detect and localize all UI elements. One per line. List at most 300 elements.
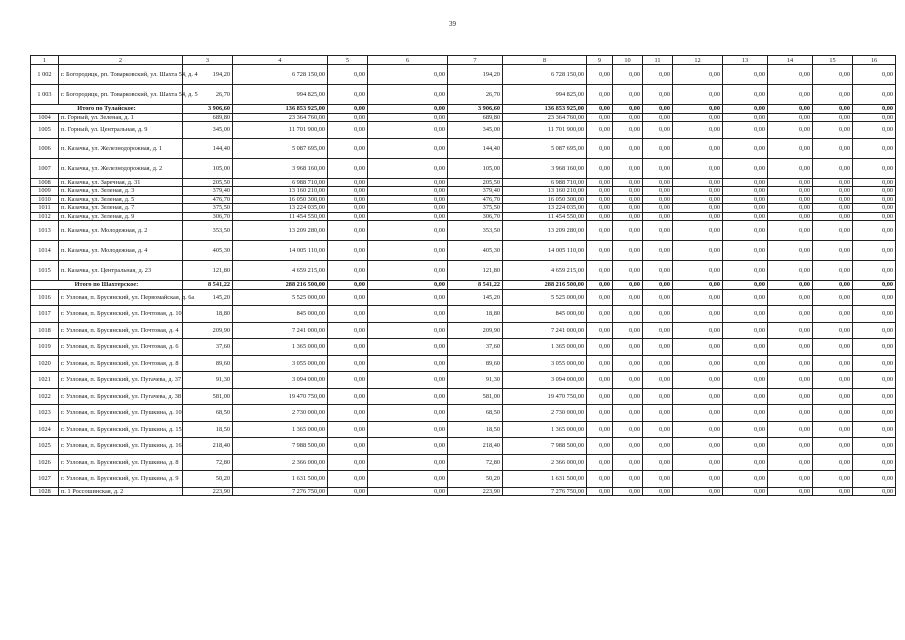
value-col16: 0,00 (853, 281, 896, 290)
object-id: 1010 (31, 195, 59, 204)
object-id: 1 002 (31, 65, 59, 85)
area-value-col7: 405,30 (448, 241, 503, 261)
cost-value: 5 525 000,00 (233, 289, 328, 306)
value-col6: 0,00 (368, 438, 448, 455)
value-col6: 0,00 (368, 487, 448, 496)
value-col16: 0,00 (853, 421, 896, 438)
value-col11: 0,00 (643, 113, 673, 122)
value-col9: 0,00 (587, 306, 613, 323)
value-col15: 0,00 (813, 158, 853, 178)
cost-value: 845 000,00 (233, 306, 328, 323)
value-col14: 0,00 (768, 65, 813, 85)
value-col9: 0,00 (587, 65, 613, 85)
value-col6: 0,00 (368, 322, 448, 339)
value-col12: 0,00 (673, 281, 723, 290)
object-id: 1009 (31, 187, 59, 196)
object-address: г. Узловая, п. Брусянский, ул. Пугачева, д. 37 (59, 372, 183, 389)
area-value-col7: 379,40 (448, 187, 503, 196)
value-col11: 0,00 (643, 221, 673, 241)
value-col6: 0,00 (368, 355, 448, 372)
value-col9: 0,00 (587, 158, 613, 178)
value-col10: 0,00 (613, 372, 643, 389)
table-row (31, 187, 896, 196)
value-col6: 0,00 (368, 113, 448, 122)
value-col15: 0,00 (813, 405, 853, 422)
cost-value: 14 005 110,00 (233, 241, 328, 261)
value-col11: 0,00 (643, 195, 673, 204)
value-col10: 0,00 (613, 85, 643, 105)
value-col10: 0,00 (613, 241, 643, 261)
table-row (31, 195, 896, 204)
cost-value-col8: 16 050 300,00 (503, 195, 587, 204)
value-col11: 0,00 (643, 487, 673, 496)
value-col11: 0,00 (643, 438, 673, 455)
value-col9: 0,00 (587, 261, 613, 281)
value-col10: 0,00 (613, 204, 643, 213)
cost-value-col8: 1 365 000,00 (503, 339, 587, 356)
value-col15: 0,00 (813, 339, 853, 356)
value-col6: 0,00 (368, 187, 448, 196)
cost-value: 3 055 000,00 (233, 355, 328, 372)
object-address: п. Горный, ул. Зеленая, д. 1 (59, 113, 183, 122)
value-col9: 0,00 (587, 138, 613, 158)
value-col9: 0,00 (587, 281, 613, 290)
value-col14: 0,00 (768, 212, 813, 221)
area-value-col7: 68,50 (448, 405, 503, 422)
value-col13: 0,00 (723, 289, 768, 306)
area-value: 375,50 (183, 204, 233, 213)
value-col15: 0,00 (813, 212, 853, 221)
cost-value: 13 160 210,00 (233, 187, 328, 196)
value-col12: 0,00 (673, 405, 723, 422)
value-col13: 0,00 (723, 178, 768, 187)
table-row (31, 289, 896, 306)
value-col12: 0,00 (673, 241, 723, 261)
object-id: 1012 (31, 212, 59, 221)
total-label: Итого по Тулайское: (31, 105, 183, 114)
value-col12: 0,00 (673, 421, 723, 438)
value-col16: 0,00 (853, 438, 896, 455)
cost-value: 3 968 160,00 (233, 158, 328, 178)
value-col9: 0,00 (587, 212, 613, 221)
value-col14: 0,00 (768, 454, 813, 471)
value-col6: 0,00 (368, 421, 448, 438)
value-col5: 0,00 (328, 355, 368, 372)
housing-registry-table (30, 55, 896, 496)
value-col6: 0,00 (368, 261, 448, 281)
area-value-col7: 218,40 (448, 438, 503, 455)
cost-value-col8: 5 087 695,00 (503, 138, 587, 158)
value-col6: 0,00 (368, 178, 448, 187)
table-row (31, 212, 896, 221)
area-value: 18,80 (183, 306, 233, 323)
area-value-col7: 375,50 (448, 204, 503, 213)
value-col5: 0,00 (328, 339, 368, 356)
value-col12: 0,00 (673, 388, 723, 405)
value-col9: 0,00 (587, 289, 613, 306)
value-col5: 0,00 (328, 487, 368, 496)
table-header (31, 56, 896, 65)
cost-value: 5 087 695,00 (233, 138, 328, 158)
value-col6: 0,00 (368, 306, 448, 323)
value-col5: 0,00 (328, 438, 368, 455)
value-col13: 0,00 (723, 195, 768, 204)
object-id: 1016 (31, 289, 59, 306)
value-col15: 0,00 (813, 65, 853, 85)
value-col5: 0,00 (328, 113, 368, 122)
value-col9: 0,00 (587, 421, 613, 438)
area-value: 476,70 (183, 195, 233, 204)
object-id: 1025 (31, 438, 59, 455)
cost-value-col8: 288 216 500,00 (503, 281, 587, 290)
value-col15: 0,00 (813, 261, 853, 281)
value-col5: 0,00 (328, 195, 368, 204)
value-col13: 0,00 (723, 65, 768, 85)
area-value-col7: 26,70 (448, 85, 503, 105)
value-col9: 0,00 (587, 187, 613, 196)
object-address: п. Казачка, ул. Железнодорожная, д. 1 (59, 138, 183, 158)
area-value-col7: 72,80 (448, 454, 503, 471)
cost-value-col8: 6 988 710,00 (503, 178, 587, 187)
area-value-col7: 223,90 (448, 487, 503, 496)
value-col16: 0,00 (853, 487, 896, 496)
table-row (31, 471, 896, 488)
cost-value: 7 988 500,00 (233, 438, 328, 455)
value-col9: 0,00 (587, 372, 613, 389)
table-row (31, 138, 896, 158)
value-col9: 0,00 (587, 122, 613, 139)
value-col10: 0,00 (613, 195, 643, 204)
value-col13: 0,00 (723, 421, 768, 438)
value-col9: 0,00 (587, 487, 613, 496)
area-value: 37,60 (183, 339, 233, 356)
value-col14: 0,00 (768, 178, 813, 187)
total-label: Итого по Шахтерское: (31, 281, 183, 290)
object-address: г. Узловая, п. Брусянский, ул. Пушкина, д. 9 (59, 471, 183, 488)
table-row (31, 438, 896, 455)
value-col12: 0,00 (673, 195, 723, 204)
cost-value: 6 728 150,00 (233, 65, 328, 85)
value-col16: 0,00 (853, 289, 896, 306)
value-col9: 0,00 (587, 322, 613, 339)
value-col10: 0,00 (613, 339, 643, 356)
cost-value: 1 631 500,00 (233, 471, 328, 488)
value-col5: 0,00 (328, 281, 368, 290)
value-col9: 0,00 (587, 454, 613, 471)
area-value: 3 906,60 (183, 105, 233, 114)
value-col10: 0,00 (613, 65, 643, 85)
table-row (31, 454, 896, 471)
value-col11: 0,00 (643, 454, 673, 471)
value-col6: 0,00 (368, 204, 448, 213)
value-col13: 0,00 (723, 204, 768, 213)
value-col6: 0,00 (368, 85, 448, 105)
object-address: п. Казачка, ул. Зеленая, д. 5 (59, 195, 183, 204)
area-value-col7: 194,20 (448, 65, 503, 85)
cost-value: 13 224 035,00 (233, 204, 328, 213)
cost-value-col8: 3 094 000,00 (503, 372, 587, 389)
table-row (31, 372, 896, 389)
value-col9: 0,00 (587, 471, 613, 488)
value-col13: 0,00 (723, 487, 768, 496)
table-row (31, 204, 896, 213)
value-col11: 0,00 (643, 178, 673, 187)
value-col13: 0,00 (723, 405, 768, 422)
table-row (31, 65, 896, 85)
object-address: г. Узловая, п. Брусянский, ул. Пушкина, д. 16 (59, 438, 183, 455)
table-row (31, 85, 896, 105)
column-number-header: 9 (587, 56, 613, 65)
cost-value: 1 365 000,00 (233, 421, 328, 438)
cost-value-col8: 13 160 210,00 (503, 187, 587, 196)
value-col11: 0,00 (643, 281, 673, 290)
value-col16: 0,00 (853, 178, 896, 187)
area-value: 194,20 (183, 65, 233, 85)
cost-value-col8: 1 365 000,00 (503, 421, 587, 438)
value-col10: 0,00 (613, 113, 643, 122)
area-value-col7: 209,90 (448, 322, 503, 339)
value-col14: 0,00 (768, 158, 813, 178)
value-col15: 0,00 (813, 138, 853, 158)
value-col13: 0,00 (723, 454, 768, 471)
value-col13: 0,00 (723, 138, 768, 158)
value-col14: 0,00 (768, 388, 813, 405)
value-col9: 0,00 (587, 405, 613, 422)
value-col5: 0,00 (328, 221, 368, 241)
value-col9: 0,00 (587, 388, 613, 405)
value-col14: 0,00 (768, 322, 813, 339)
value-col10: 0,00 (613, 221, 643, 241)
value-col14: 0,00 (768, 306, 813, 323)
area-value: 405,30 (183, 241, 233, 261)
cost-value-col8: 5 525 000,00 (503, 289, 587, 306)
object-address: г. Узловая, п. Брусянский, ул. Почтовая, д. 6 (59, 339, 183, 356)
value-col11: 0,00 (643, 405, 673, 422)
value-col15: 0,00 (813, 355, 853, 372)
value-col5: 0,00 (328, 372, 368, 389)
cost-value: 13 209 280,00 (233, 221, 328, 241)
value-col12: 0,00 (673, 187, 723, 196)
cost-value-col8: 1 631 500,00 (503, 471, 587, 488)
cost-value: 7 276 750,00 (233, 487, 328, 496)
area-value: 205,50 (183, 178, 233, 187)
value-col5: 0,00 (328, 306, 368, 323)
area-value-col7: 306,70 (448, 212, 503, 221)
value-col12: 0,00 (673, 471, 723, 488)
value-col6: 0,00 (368, 241, 448, 261)
cost-value: 3 094 000,00 (233, 372, 328, 389)
value-col12: 0,00 (673, 454, 723, 471)
value-col10: 0,00 (613, 105, 643, 114)
value-col6: 0,00 (368, 105, 448, 114)
value-col10: 0,00 (613, 122, 643, 139)
value-col10: 0,00 (613, 212, 643, 221)
cost-value-col8: 23 364 760,00 (503, 113, 587, 122)
value-col6: 0,00 (368, 138, 448, 158)
value-col10: 0,00 (613, 261, 643, 281)
object-id: 1018 (31, 322, 59, 339)
value-col14: 0,00 (768, 221, 813, 241)
column-number-header: 5 (328, 56, 368, 65)
value-col11: 0,00 (643, 122, 673, 139)
value-col9: 0,00 (587, 113, 613, 122)
value-col9: 0,00 (587, 178, 613, 187)
area-value: 144,40 (183, 138, 233, 158)
object-id: 1005 (31, 122, 59, 139)
value-col12: 0,00 (673, 204, 723, 213)
value-col15: 0,00 (813, 195, 853, 204)
value-col13: 0,00 (723, 261, 768, 281)
value-col15: 0,00 (813, 113, 853, 122)
object-id: 1006 (31, 138, 59, 158)
area-value: 218,40 (183, 438, 233, 455)
value-col6: 0,00 (368, 281, 448, 290)
value-col15: 0,00 (813, 454, 853, 471)
value-col12: 0,00 (673, 178, 723, 187)
object-id: 1017 (31, 306, 59, 323)
value-col9: 0,00 (587, 105, 613, 114)
value-col13: 0,00 (723, 306, 768, 323)
value-col16: 0,00 (853, 195, 896, 204)
value-col16: 0,00 (853, 105, 896, 114)
value-col12: 0,00 (673, 105, 723, 114)
area-value: 50,20 (183, 471, 233, 488)
value-col6: 0,00 (368, 122, 448, 139)
value-col14: 0,00 (768, 195, 813, 204)
value-col5: 0,00 (328, 187, 368, 196)
value-col16: 0,00 (853, 241, 896, 261)
value-col14: 0,00 (768, 138, 813, 158)
value-col14: 0,00 (768, 204, 813, 213)
value-col5: 0,00 (328, 289, 368, 306)
cost-value: 288 216 500,00 (233, 281, 328, 290)
object-address: п. Казачка, ул. Молодежная, д. 4 (59, 241, 183, 261)
value-col10: 0,00 (613, 187, 643, 196)
value-col15: 0,00 (813, 281, 853, 290)
value-col16: 0,00 (853, 212, 896, 221)
value-col11: 0,00 (643, 204, 673, 213)
value-col9: 0,00 (587, 339, 613, 356)
value-col10: 0,00 (613, 388, 643, 405)
object-address: г. Богородицк, рп. Товарковский, ул. Шахта 54, д. 4 (59, 65, 183, 85)
value-col15: 0,00 (813, 306, 853, 323)
value-col14: 0,00 (768, 471, 813, 488)
value-col12: 0,00 (673, 372, 723, 389)
area-value: 689,80 (183, 113, 233, 122)
value-col14: 0,00 (768, 85, 813, 105)
value-col9: 0,00 (587, 85, 613, 105)
value-col11: 0,00 (643, 388, 673, 405)
table-row (31, 487, 896, 496)
table-row (31, 261, 896, 281)
value-col6: 0,00 (368, 212, 448, 221)
value-col5: 0,00 (328, 405, 368, 422)
value-col5: 0,00 (328, 105, 368, 114)
cost-value-col8: 11 454 550,00 (503, 212, 587, 221)
value-col15: 0,00 (813, 421, 853, 438)
value-col11: 0,00 (643, 241, 673, 261)
value-col16: 0,00 (853, 372, 896, 389)
column-number-header: 2 (59, 56, 183, 65)
table-row (31, 405, 896, 422)
value-col16: 0,00 (853, 204, 896, 213)
area-value: 89,60 (183, 355, 233, 372)
value-col15: 0,00 (813, 178, 853, 187)
value-col6: 0,00 (368, 388, 448, 405)
value-col5: 0,00 (328, 122, 368, 139)
value-col11: 0,00 (643, 105, 673, 114)
cost-value-col8: 136 853 925,00 (503, 105, 587, 114)
object-id: 1 003 (31, 85, 59, 105)
value-col11: 0,00 (643, 65, 673, 85)
value-col13: 0,00 (723, 158, 768, 178)
value-col14: 0,00 (768, 281, 813, 290)
value-col14: 0,00 (768, 421, 813, 438)
area-value-col7: 345,00 (448, 122, 503, 139)
object-address: г. Узловая, п. Брусянский, ул. Почтовая, д. 10 (59, 306, 183, 323)
value-col13: 0,00 (723, 388, 768, 405)
value-col9: 0,00 (587, 195, 613, 204)
value-col13: 0,00 (723, 241, 768, 261)
cost-value-col8: 3 055 000,00 (503, 355, 587, 372)
value-col11: 0,00 (643, 471, 673, 488)
object-address: п. Казачка, ул. Зеленая, д. 9 (59, 212, 183, 221)
cost-value-col8: 6 728 150,00 (503, 65, 587, 85)
value-col14: 0,00 (768, 122, 813, 139)
object-id: 1007 (31, 158, 59, 178)
object-id: 1028 (31, 487, 59, 496)
value-col5: 0,00 (328, 158, 368, 178)
cost-value-col8: 19 470 750,00 (503, 388, 587, 405)
value-col12: 0,00 (673, 85, 723, 105)
value-col5: 0,00 (328, 454, 368, 471)
total-row (31, 105, 896, 114)
object-address: г. Узловая, п. Брусянский, ул. Пушкина, д. 8 (59, 454, 183, 471)
value-col12: 0,00 (673, 322, 723, 339)
area-value-col7: 91,30 (448, 372, 503, 389)
value-col14: 0,00 (768, 339, 813, 356)
value-col16: 0,00 (853, 471, 896, 488)
value-col11: 0,00 (643, 322, 673, 339)
object-address: п. 1 Россошинская, д. 2 (59, 487, 183, 496)
value-col11: 0,00 (643, 138, 673, 158)
value-col16: 0,00 (853, 187, 896, 196)
cost-value: 7 241 000,00 (233, 322, 328, 339)
area-value-col7: 18,50 (448, 421, 503, 438)
area-value-col7: 121,80 (448, 261, 503, 281)
value-col13: 0,00 (723, 105, 768, 114)
value-col11: 0,00 (643, 212, 673, 221)
area-value-col7: 3 906,60 (448, 105, 503, 114)
table-row (31, 178, 896, 187)
value-col15: 0,00 (813, 85, 853, 105)
object-id: 1008 (31, 178, 59, 187)
cost-value-col8: 14 005 110,00 (503, 241, 587, 261)
area-value: 145,20 (183, 289, 233, 306)
area-value: 345,00 (183, 122, 233, 139)
value-col11: 0,00 (643, 158, 673, 178)
cost-value: 4 659 215,00 (233, 261, 328, 281)
value-col5: 0,00 (328, 471, 368, 488)
object-id: 1015 (31, 261, 59, 281)
value-col13: 0,00 (723, 221, 768, 241)
value-col11: 0,00 (643, 289, 673, 306)
cost-value-col8: 994 825,00 (503, 85, 587, 105)
area-value-col7: 105,00 (448, 158, 503, 178)
value-col16: 0,00 (853, 138, 896, 158)
value-col12: 0,00 (673, 212, 723, 221)
object-id: 1020 (31, 355, 59, 372)
